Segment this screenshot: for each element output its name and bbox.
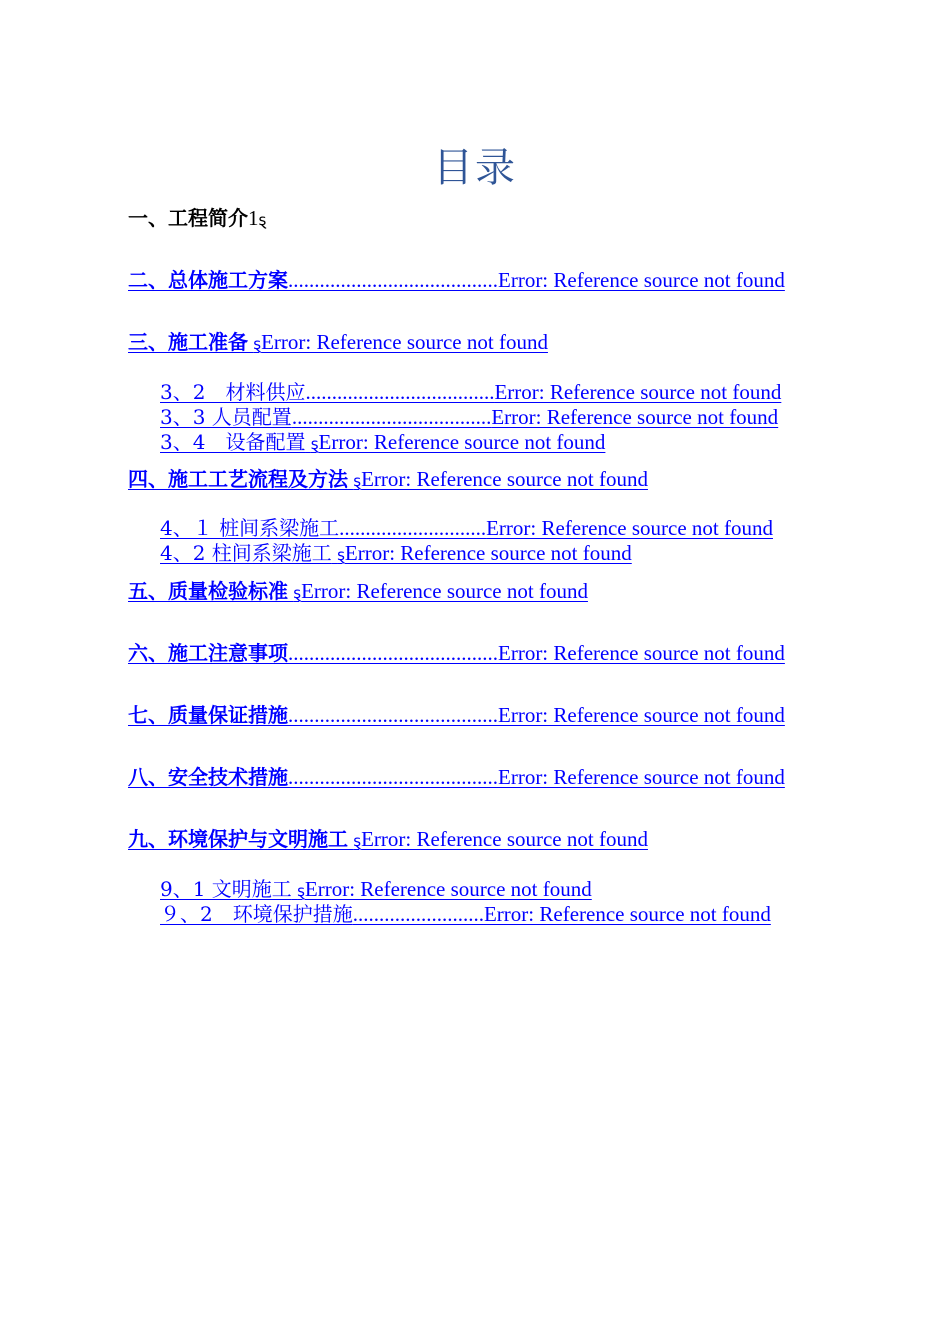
toc-entry-heading: 四、施工工艺流程及方法 xyxy=(128,467,348,491)
toc-entry-page: Error: Reference source not found xyxy=(498,641,785,665)
toc-entry-equipment[interactable] xyxy=(160,429,605,457)
toc-entry-heading: 4、2 柱间系梁施工 xyxy=(160,541,332,565)
toc-entry-safety-measures[interactable] xyxy=(128,764,785,790)
toc-entry-heading: 4、１ 桩间系梁施工 xyxy=(160,516,340,540)
toc-entry-leader: .................................... xyxy=(305,380,495,404)
toc-entry-environment-civilized[interactable] xyxy=(128,826,648,854)
toc-entry-heading: 3、2 材料供应 xyxy=(160,380,306,404)
toc-entry-column-tie-beam[interactable] xyxy=(160,540,632,568)
toc-entry-heading: 3、4 设备配置 xyxy=(160,430,306,454)
toc-entry-staffing[interactable] xyxy=(160,404,778,430)
toc-entry-process-methods[interactable] xyxy=(128,466,648,494)
toc-entry-leader: ......................... xyxy=(352,902,484,926)
toc-entry-environment-protection[interactable] xyxy=(160,901,771,927)
toc-entry-overall-plan[interactable] xyxy=(128,267,785,293)
toc-entry-heading: 八、安全技术措施 xyxy=(128,765,288,789)
toc-entry-heading: 五、质量检验标准 xyxy=(128,579,288,603)
toc-entry-mark: ȿ xyxy=(258,211,267,229)
toc-entry-page: Error: Reference source not found xyxy=(318,430,606,454)
toc-entry-civilized-construction[interactable] xyxy=(160,876,592,904)
toc-entry-mark: ȿ xyxy=(353,832,362,850)
toc-entry-leader: ........................................ xyxy=(288,268,498,292)
toc-entry-page: Error: Reference source not found xyxy=(304,877,592,901)
toc-entry-mark: ȿ xyxy=(297,882,305,900)
toc-entry-mark: ȿ xyxy=(310,435,319,453)
toc-entry-page: Error: Reference source not found xyxy=(491,405,779,429)
toc-entry-leader: ............................ xyxy=(339,516,487,540)
toc-entry-page: Error: Reference source not found xyxy=(486,516,773,540)
toc-entry-page: Error: Reference source not found xyxy=(483,902,771,926)
toc-entry-page: Error: Reference source not found xyxy=(498,268,785,292)
toc-entry-heading: 9、1 文明施工 xyxy=(160,877,292,901)
toc-entry-mark: ȿ xyxy=(353,472,362,490)
toc-entry-heading: ９、2 环境保护措施 xyxy=(160,902,353,926)
toc-entry-heading: 九、环境保护与文明施工 xyxy=(128,827,348,851)
toc-entry-heading: 三、施工准备 xyxy=(128,330,248,354)
toc-entry-heading: 二、总体施工方案 xyxy=(128,268,288,292)
toc-entry-precautions[interactable] xyxy=(128,640,785,666)
toc-entry-heading: 一、工程简介 xyxy=(128,206,248,230)
toc-entry-page: Error: Reference source not found xyxy=(494,380,782,404)
toc-entry-leader: ........................................ xyxy=(288,703,498,727)
toc-entry-page: Error: Reference source not found xyxy=(344,541,632,565)
toc-entry-mark: ȿ xyxy=(293,584,302,602)
toc-entry-page: 1 xyxy=(248,206,259,230)
toc-entry-quality-standards[interactable] xyxy=(128,578,588,606)
toc-entry-preparation[interactable] xyxy=(128,329,548,357)
toc-entry-mark: ȿ xyxy=(337,546,345,564)
toc-entry-page: Error: Reference source not found xyxy=(361,827,648,851)
toc-entry-heading: 六、施工注意事项 xyxy=(128,641,288,665)
toc-entry-page: Error: Reference source not found xyxy=(498,703,785,727)
toc-entry-quality-assurance[interactable] xyxy=(128,702,785,728)
toc-entry-page: Error: Reference source not found xyxy=(261,330,548,354)
toc-entry-page: Error: Reference source not found xyxy=(498,765,785,789)
toc-entry-heading: 3、3 人员配置 xyxy=(160,405,292,429)
toc-entry-leader: ........................................ xyxy=(288,765,498,789)
toc-entry-heading: 七、质量保证措施 xyxy=(128,703,288,727)
toc-entry-page: Error: Reference source not found xyxy=(361,467,648,491)
toc-entry-page: Error: Reference source not found xyxy=(301,579,588,603)
toc-entry-pile-tie-beam[interactable] xyxy=(160,515,773,541)
toc-entry-mark: ȿ xyxy=(253,335,262,353)
toc-entry-material-supply[interactable] xyxy=(160,379,781,405)
toc-entry-project-overview xyxy=(128,205,266,233)
toc-entry-leader: ...................................... xyxy=(291,405,492,429)
toc-title: 目录 xyxy=(433,145,517,191)
toc-entry-leader: ........................................ xyxy=(288,641,498,665)
